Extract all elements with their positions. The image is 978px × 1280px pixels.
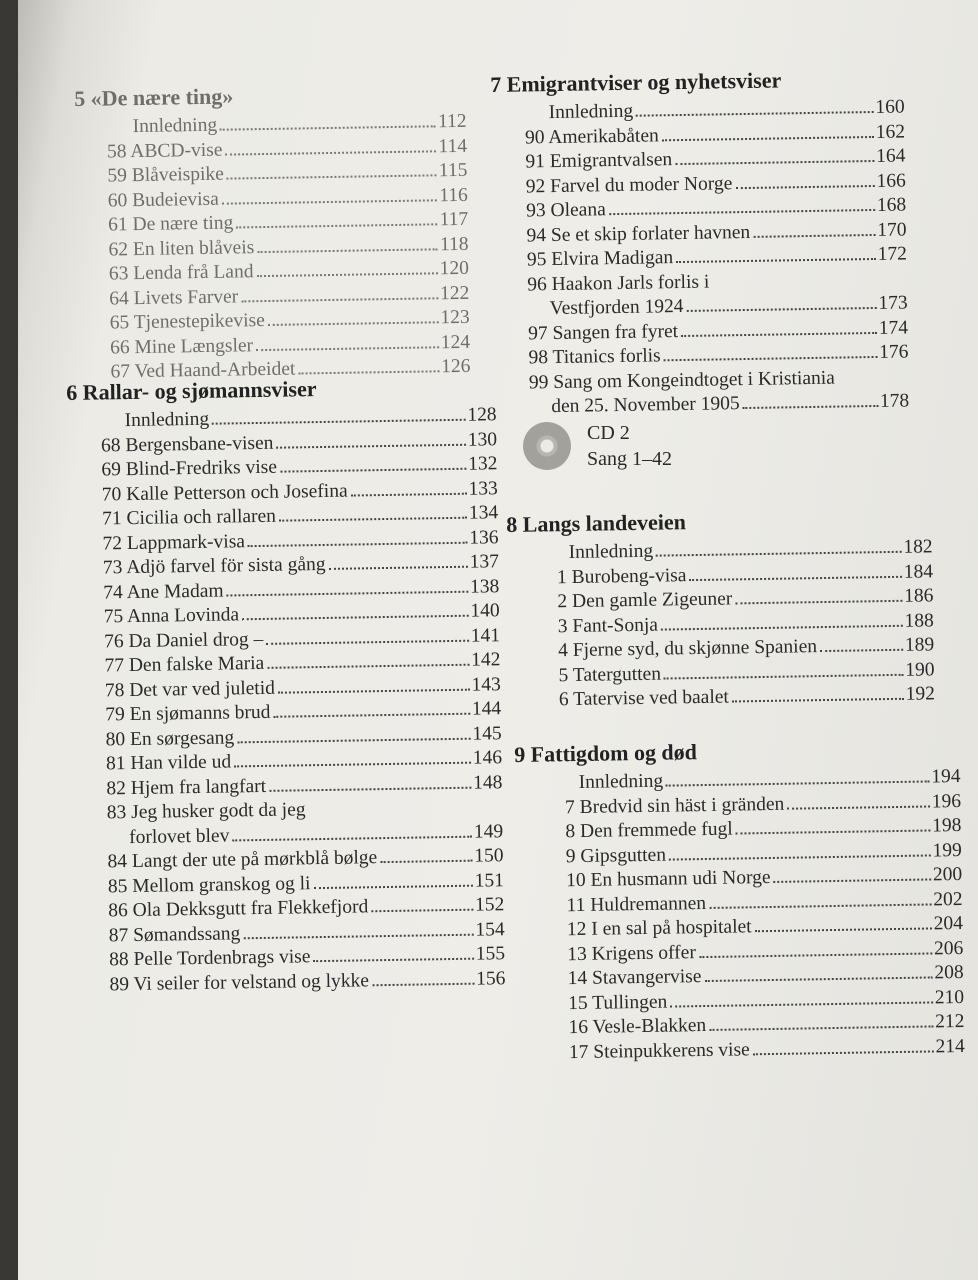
entry-page-number: 210 <box>934 986 965 1008</box>
entry-page-number: 149 <box>473 820 504 843</box>
dot-leader <box>329 565 468 570</box>
entry-title: 77 Den falske Maria <box>104 652 265 677</box>
entry-page-number: 178 <box>879 390 910 412</box>
entry-title: 85 Mellom granskog og li <box>107 872 311 897</box>
entry-title: 68 Bergensbane-visen <box>100 432 274 456</box>
dot-leader <box>227 173 437 179</box>
entry-page-number: 184 <box>903 560 934 583</box>
dot-leader <box>735 599 902 605</box>
entry-title: 71 Cicilia och rallaren <box>102 505 277 530</box>
entry-title: 93 Oleana <box>526 199 606 222</box>
entry-page-number: 156 <box>476 967 506 990</box>
entry-page-number: 112 <box>437 110 467 133</box>
dot-leader <box>669 853 931 860</box>
entry-page-number: 122 <box>439 282 470 304</box>
entry-page-number: 151 <box>474 869 505 892</box>
entry-title: den 25. November 1905 <box>551 393 740 418</box>
entry-title: forlovet blev <box>129 824 230 848</box>
cd-number: CD 2 <box>587 422 630 444</box>
dot-leader <box>681 330 877 336</box>
section-title: 8 Langs landeveien <box>506 509 687 537</box>
entry-page-number: 168 <box>876 194 907 216</box>
entry-title: 64 Livets Farver <box>109 285 239 309</box>
entry-page-number: 192 <box>905 683 936 705</box>
entry-title: 59 Blåveispike <box>107 163 225 187</box>
entry-title: 89 Vi seiler for velstand og lykke <box>109 969 370 995</box>
entry-title: 83 Jeg husker godt da jeg <box>106 799 306 824</box>
dot-leader <box>227 589 469 596</box>
entry-page-number: 137 <box>469 551 500 573</box>
entry-list <box>74 110 470 386</box>
entry-page-number: 115 <box>438 159 468 182</box>
entry-title: 87 Sømandssang <box>108 922 241 946</box>
entry-title: 94 Se et skip forlater havnen <box>526 221 751 246</box>
entry-title: Innledning <box>548 100 634 124</box>
entry-page-number: 166 <box>876 169 906 192</box>
dot-leader <box>278 687 470 693</box>
entry-title: 2 Den gamle Zigeuner <box>557 588 733 613</box>
entry-title: Innledning <box>568 540 654 564</box>
entry-title: 76 Da Daniel drog – <box>103 628 264 652</box>
section-title: 7 Emigrantviser og nyhetsviser <box>490 67 782 97</box>
dot-leader <box>212 418 465 425</box>
dot-leader <box>709 902 931 908</box>
entry-title: 86 Ola Dekksgutt fra Flekkefjord <box>108 896 369 922</box>
entry-title: 13 Krigens offer <box>567 941 697 965</box>
entry-title: 74 Ane Madam <box>103 580 224 603</box>
entry-page-number: 196 <box>931 790 962 812</box>
entry-title: 82 Hjem fra langfart <box>106 775 267 799</box>
entry-title: 61 De nære ting <box>108 212 234 236</box>
entry-page-number: 200 <box>932 863 963 886</box>
entry-page-number: 130 <box>467 428 498 451</box>
dot-leader <box>269 785 471 791</box>
dot-leader <box>670 1000 933 1007</box>
entry-title: 5 Tatergutten <box>558 663 662 686</box>
entry-page-number: 128 <box>467 404 497 426</box>
entry-page-number: 162 <box>875 120 906 143</box>
entry-page-number: 123 <box>440 306 470 329</box>
entry-page-number: 164 <box>875 145 906 167</box>
entry-page-number: 176 <box>879 341 909 363</box>
entry-page-number: 188 <box>904 609 934 632</box>
dot-leader <box>242 614 468 621</box>
entry-page-number: 173 <box>878 292 908 314</box>
entry-page-number: 148 <box>472 771 503 794</box>
entry-title: 73 Adjö farvel för sista gång <box>102 553 326 579</box>
entry-title: Innledning <box>132 114 218 138</box>
entry-page-number: 202 <box>933 888 963 910</box>
entry-page-number: 190 <box>905 658 935 681</box>
entry-title: 12 I en sal på hospitalet <box>566 916 752 941</box>
dot-leader <box>664 672 903 679</box>
entry-title: 6 Tatervise ved baalet <box>558 686 730 711</box>
section-title: 9 Fattigdom og død <box>514 739 698 767</box>
dot-leader <box>372 981 474 986</box>
entry-list <box>514 765 965 1066</box>
entry-title: 80 En sørgesang <box>105 726 235 750</box>
entry-title: 96 Haakon Jarls forlis i <box>527 271 710 295</box>
section-title: 5 «De nære ting» <box>74 83 234 111</box>
entry-title: 84 Langt der ute på mørkblå bølge <box>107 847 378 873</box>
entry-title: 62 En liten blåveis <box>108 236 255 260</box>
entry-page-number: 170 <box>877 218 907 241</box>
dot-leader <box>241 296 438 302</box>
dot-leader <box>248 540 467 546</box>
entry-page-number: 143 <box>471 673 501 696</box>
entry-title: 60 Budeievisa <box>107 188 219 211</box>
entry-title: 1 Burobeng-visa <box>556 564 687 588</box>
entry-page-number: 116 <box>439 184 468 206</box>
entry-page-number: 138 <box>469 575 500 598</box>
entry-page-number: 155 <box>475 943 506 965</box>
entry-page-number: 160 <box>875 96 905 118</box>
entry-page-number: 194 <box>931 765 961 788</box>
entry-page-number: 172 <box>877 243 908 265</box>
dot-leader <box>774 877 931 882</box>
dot-leader <box>257 247 438 253</box>
entry-title: 8 Den fremmede fugl <box>565 818 733 843</box>
dot-leader <box>661 623 903 630</box>
entry-page-number: 208 <box>934 961 964 984</box>
dot-leader <box>743 404 878 409</box>
book-page <box>18 0 978 1280</box>
dot-leader <box>732 697 904 703</box>
entry-title: 58 ABCD-vise <box>106 139 223 162</box>
entry-page-number: 186 <box>903 585 934 607</box>
entry-page-number: 144 <box>471 698 502 720</box>
entry-title: 69 Blind-Fredriks vise <box>101 456 278 481</box>
section-title: 6 Rallar- og sjømannsviser <box>66 376 317 405</box>
entry-title: Innledning <box>124 408 210 432</box>
entry-title: 4 Fjerne syd, du skjønne Spanien <box>558 636 818 662</box>
dot-leader <box>753 1049 934 1055</box>
entry-title: 15 Tullingen <box>567 991 668 1014</box>
entry-title: 79 En sjømanns brud <box>105 701 271 726</box>
entry-page-number: 134 <box>468 502 499 524</box>
dot-leader <box>666 779 929 786</box>
dot-leader <box>820 648 903 652</box>
dot-leader <box>787 804 929 809</box>
entry-page-number: 132 <box>467 453 498 475</box>
entry-title: 17 Steinpukkerens vise <box>568 1038 750 1063</box>
entry-page-number: 140 <box>470 600 500 622</box>
dot-leader <box>656 550 901 557</box>
dot-leader <box>268 320 439 326</box>
entry-page-number: 199 <box>932 839 962 861</box>
entry-page-number: 182 <box>903 536 933 558</box>
entry-title: 16 Vesle-Blakken <box>568 1015 707 1039</box>
entry-page-number: 152 <box>474 894 505 916</box>
dot-leader <box>705 975 933 982</box>
entry-page-number: 204 <box>933 912 964 935</box>
dot-leader <box>709 1024 933 1031</box>
dot-leader <box>237 736 470 743</box>
entry-title: 98 Titanics forlis <box>528 345 661 369</box>
dot-leader <box>314 957 474 963</box>
dot-leader <box>225 149 436 155</box>
dot-leader <box>687 306 877 312</box>
dot-leader <box>636 110 873 117</box>
entry-title: 70 Kalle Petterson och Josefina <box>101 480 348 505</box>
dot-leader <box>380 859 472 863</box>
entry-page-number: 136 <box>469 526 499 549</box>
entry-title: 11 Huldremannen <box>566 892 707 916</box>
entry-page-number: 118 <box>439 233 469 255</box>
dot-leader <box>220 124 436 130</box>
dot-leader <box>351 491 467 496</box>
entry-page-number: 133 <box>468 477 498 500</box>
entry-title: Vestfjorden 1924 <box>549 295 684 320</box>
dot-leader <box>755 926 932 932</box>
dot-leader <box>222 198 437 204</box>
cd-range: Sang 1–42 <box>587 448 672 470</box>
dot-leader <box>232 834 472 841</box>
dot-leader <box>676 257 876 263</box>
dot-leader <box>662 134 874 140</box>
entry-title: 67 Ved Haand-Arbeidet <box>110 358 296 383</box>
dot-leader <box>699 951 932 958</box>
entry-page-number: 206 <box>933 937 964 959</box>
entry-list <box>66 403 505 998</box>
entry-title: 72 Lappmark-visa <box>102 530 246 554</box>
entry-page-number: 141 <box>470 624 501 647</box>
section-7 <box>490 65 909 420</box>
entry-page-number: 214 <box>935 1035 965 1057</box>
section-9 <box>514 735 965 1066</box>
dot-leader <box>279 516 467 522</box>
entry-title: 92 Farvel du moder Norge <box>525 172 733 197</box>
entry-list <box>490 95 909 420</box>
entry-title: 97 Sangen fra fyret <box>527 320 679 344</box>
entry-page-number: 154 <box>475 918 505 941</box>
dot-leader <box>736 828 930 834</box>
dot-leader <box>276 442 465 448</box>
dot-leader <box>314 883 473 888</box>
entry-title: 95 Elvira Madigan <box>526 247 674 271</box>
entry-title: 75 Anna Lovinda <box>103 604 240 628</box>
entry-title: 90 Amerikabåten <box>524 124 659 148</box>
entry-page-number: 150 <box>474 845 504 867</box>
entry-title: 63 Lenda frå Land <box>108 261 254 285</box>
entry-title: 7 Bredvid sin häst i gränden <box>564 793 785 818</box>
entry-page-number: 146 <box>472 747 503 769</box>
entry-title: 65 Tjenestepikevise <box>109 310 265 334</box>
entry-page-number: 198 <box>931 814 962 837</box>
section-6 <box>66 373 506 998</box>
dot-leader <box>753 232 875 237</box>
entry-page-number: 114 <box>438 135 468 157</box>
cd-icon <box>523 422 571 470</box>
entry-title: 66 Mine Længsler <box>109 334 254 358</box>
dot-leader <box>689 574 901 580</box>
entry-title: 88 Pelle Tordenbrags vise <box>108 946 311 971</box>
entry-page-number: 145 <box>472 722 502 745</box>
entry-page-number: 126 <box>441 355 471 378</box>
entry-title: 3 Fant-Sonja <box>557 614 659 637</box>
cd-label <box>587 420 672 472</box>
section-5 <box>74 80 471 386</box>
dot-leader <box>234 761 471 768</box>
entry-page-number: 189 <box>904 634 935 656</box>
entry-page-number: 174 <box>878 316 909 339</box>
entry-page-number: 124 <box>440 331 471 353</box>
dot-leader <box>256 345 439 351</box>
entry-page-number: 117 <box>439 208 469 231</box>
dot-leader <box>236 222 437 228</box>
entry-page-number: 120 <box>439 257 470 280</box>
dot-leader <box>735 183 874 188</box>
entry-title: 78 Det var ved juletid <box>104 677 276 701</box>
entry-page-number: 212 <box>935 1010 965 1033</box>
entry-title: Innledning <box>578 770 664 793</box>
dot-leader <box>257 271 438 277</box>
dot-leader <box>609 208 875 215</box>
dot-leader <box>266 638 469 644</box>
dot-leader <box>273 712 470 718</box>
dot-leader <box>243 932 473 939</box>
entry-title: 14 Stavangervise <box>567 966 702 990</box>
entry-title: 99 Sang om Kongeindtoget i Kristiania <box>528 367 836 393</box>
dot-leader <box>664 355 878 361</box>
section-8 <box>506 505 935 713</box>
entry-list <box>506 535 935 713</box>
cd-marker <box>523 420 672 472</box>
dot-leader <box>675 159 874 165</box>
entry-title: 91 Emigrantvalsen <box>525 149 673 173</box>
entry-title: 9 Gipsgutten <box>565 844 667 867</box>
entry-title: 10 En husmann udi Norge <box>566 866 771 892</box>
entry-title: 81 Han vilde ud <box>105 751 232 775</box>
dot-leader <box>267 663 469 669</box>
dot-leader <box>371 908 473 913</box>
entry-page-number: 142 <box>471 649 501 671</box>
dot-leader <box>280 467 466 473</box>
